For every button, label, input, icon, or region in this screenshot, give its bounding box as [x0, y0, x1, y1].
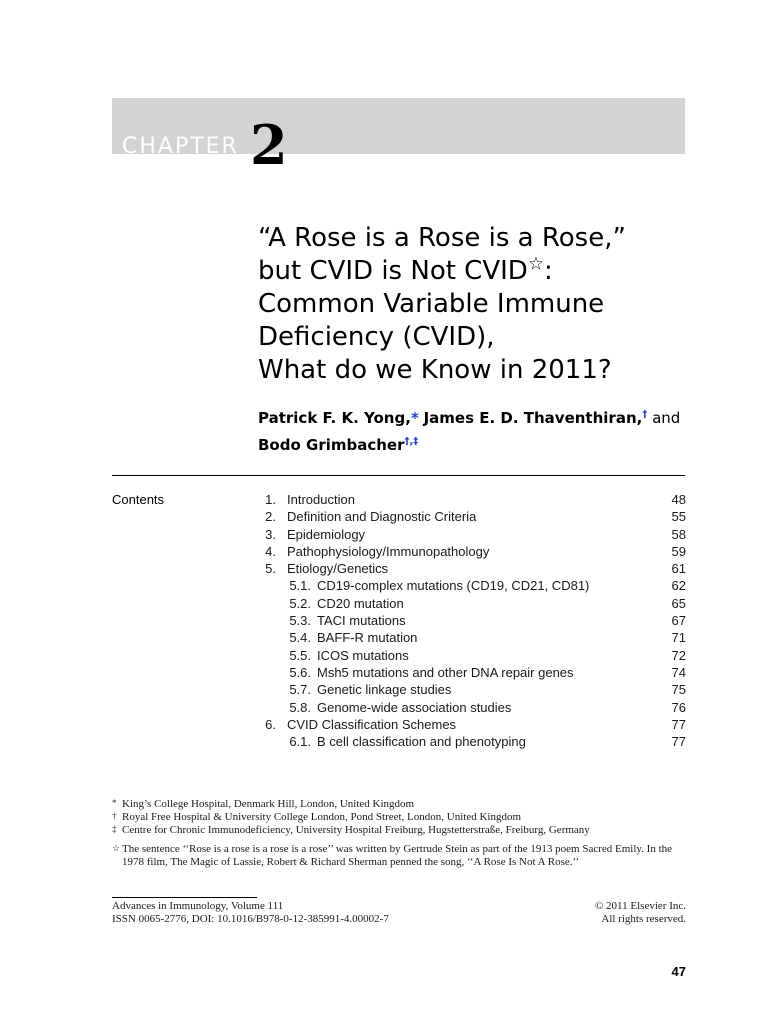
- footnote-symbol: †: [112, 811, 117, 821]
- toc-entry[interactable]: [258, 508, 686, 525]
- toc-entry-number: 5.2.: [289, 595, 311, 611]
- toc-entry-number: 2.: [265, 509, 276, 525]
- title-line-2-text: but CVID is Not CVID: [258, 256, 528, 286]
- toc-entry-number: 5.6.: [289, 664, 311, 680]
- toc-entry[interactable]: [258, 647, 686, 664]
- rights-statement: All rights reserved.: [601, 913, 686, 925]
- title-line-4: Deficiency (CVID),: [258, 322, 495, 352]
- footnote-text: The sentence ‘‘Rose is a rose is a rose is a rose’’ was written by Gertrude Stein as part of the 1913 poem Sacred Emily. In the 1978 film, The Magic of Lassie, Robert & Richard Sherman penned the song, ‘‘A Rose Is Not A Rose.’’: [122, 843, 673, 868]
- footnote: [112, 824, 687, 837]
- title-line-2: [258, 255, 698, 288]
- table-of-contents: [258, 491, 686, 750]
- toc-entry-number: 5.7.: [289, 682, 311, 698]
- footnote-divider: [112, 897, 257, 898]
- toc-entry-number: 5.1.: [289, 578, 311, 594]
- toc-entry-page: 75: [671, 682, 686, 698]
- toc-entry-title: Etiology/Genetics: [287, 561, 389, 577]
- toc-entry-number: 6.1.: [289, 734, 311, 750]
- toc-entry-title: Definition and Diagnostic Criteria: [287, 509, 477, 525]
- toc-entry-page: 62: [671, 578, 686, 594]
- toc-entry[interactable]: [258, 543, 686, 560]
- toc-entry-title: Msh5 mutations and other DNA repair genes: [317, 664, 574, 680]
- chapter-number: 2: [250, 113, 288, 177]
- toc-entry[interactable]: [258, 577, 686, 594]
- title-line-1: “A Rose is a Rose is a Rose,”: [258, 223, 626, 253]
- author-list: [258, 403, 688, 457]
- footnote-symbol: *: [112, 798, 117, 808]
- toc-entry-number: 5.4.: [289, 630, 311, 646]
- toc-entry[interactable]: [258, 526, 686, 543]
- publication-info: [112, 900, 686, 926]
- journal-volume: Advances in Immunology, Volume 111: [112, 900, 284, 912]
- author-2-affiliation-mark[interactable]: †: [642, 409, 648, 420]
- toc-entry-number: 5.: [265, 561, 276, 577]
- toc-entry-number: 5.3.: [289, 613, 311, 629]
- author-conjunction: and: [652, 409, 681, 427]
- toc-entry-page: 59: [671, 543, 686, 559]
- toc-entry[interactable]: [258, 681, 686, 698]
- toc-entry-number: 4.: [265, 543, 276, 559]
- toc-entry-number: 3.: [265, 526, 276, 542]
- toc-entry-title: Epidemiology: [287, 526, 366, 542]
- footnote-text: Centre for Chronic Immunodeficiency, University Hospital Freiburg, Hugstetterstraße, Freiburg, Germany: [122, 824, 590, 836]
- toc-entry-page: 77: [671, 734, 686, 750]
- toc-entry[interactable]: [258, 612, 686, 629]
- toc-entry-page: 71: [671, 630, 686, 646]
- toc-entry-title: ICOS mutations: [317, 647, 409, 663]
- toc-entry-page: 77: [671, 716, 686, 732]
- toc-entry-page: 48: [671, 492, 686, 507]
- toc-entry-title: B cell classification and phenotyping: [317, 734, 526, 750]
- footnote-symbol: ☆: [112, 843, 121, 853]
- footnote-symbol: ‡: [112, 824, 117, 834]
- toc-entry-page: 65: [671, 595, 686, 611]
- author-3-affiliation-mark[interactable]: †,‡: [404, 436, 419, 447]
- toc-entry-number: 5.8.: [289, 699, 311, 715]
- toc-entry-page: 58: [671, 526, 686, 542]
- toc-entry-number: 5.5.: [289, 647, 311, 663]
- author-3: Bodo Grimbacher: [258, 436, 405, 454]
- contents-heading: Contents: [112, 492, 165, 507]
- chapter-label: CHAPTER: [122, 134, 239, 159]
- toc-entry-number: 1.: [265, 492, 276, 507]
- toc-entry-title: CD19-complex mutations (CD19, CD21, CD81): [317, 578, 590, 594]
- toc-entry-title: Genetic linkage studies: [317, 682, 452, 698]
- toc-entry-title: Genome-wide association studies: [317, 699, 512, 715]
- toc-entry[interactable]: [258, 664, 686, 681]
- footnote: [112, 811, 687, 824]
- footnote: [112, 843, 687, 869]
- title-colon: :: [543, 256, 553, 286]
- title-line-3: Common Variable Immune: [258, 289, 605, 319]
- contents-divider: [112, 475, 685, 476]
- toc-entry[interactable]: [258, 733, 686, 750]
- copyright-block: [595, 900, 686, 926]
- toc-entry[interactable]: [258, 629, 686, 646]
- footnote: [112, 798, 687, 811]
- copyright: © 2011 Elsevier Inc.: [594, 900, 686, 912]
- toc-entry-page: 55: [671, 509, 686, 525]
- title-line-5: What do we Know in 2011?: [258, 355, 612, 385]
- toc-entry-title: CVID Classification Schemes: [287, 716, 457, 732]
- toc-entry-page: 61: [671, 561, 686, 577]
- toc-entry-page: 67: [671, 613, 686, 629]
- issn-doi[interactable]: ISSN 0065-2776, DOI: 10.1016/B978-0-12-385991-4.00002-7: [112, 913, 389, 925]
- toc-entry-page: 74: [671, 664, 686, 680]
- author-1-affiliation-mark[interactable]: *: [410, 409, 419, 427]
- chapter-title: [258, 222, 698, 387]
- toc-entry-title: CD20 mutation: [317, 595, 404, 611]
- toc-entry[interactable]: [258, 716, 686, 733]
- toc-entry[interactable]: [258, 595, 686, 612]
- star-footnote-marker: ☆: [527, 253, 544, 275]
- author-1: Patrick F. K. Yong,: [258, 409, 411, 427]
- toc-entry-title: TACI mutations: [317, 613, 406, 629]
- toc-entry[interactable]: [258, 699, 686, 716]
- author-2: James E. D. Thaventhiran,: [423, 409, 643, 427]
- toc-entry-page: 76: [671, 699, 686, 715]
- toc-entry-number: 6.: [265, 716, 276, 732]
- toc-entry[interactable]: [258, 560, 686, 577]
- page-number: 47: [671, 964, 686, 979]
- footnotes: [112, 798, 687, 869]
- toc-entry-title: Pathophysiology/Immunopathology: [287, 543, 490, 559]
- toc-entry-page: 72: [671, 647, 686, 663]
- toc-entry-title: BAFF-R mutation: [317, 630, 418, 646]
- footnote-text: King’s College Hospital, Denmark Hill, London, United Kingdom: [122, 798, 415, 810]
- toc-entry[interactable]: [258, 491, 686, 508]
- toc-entry-title: Introduction: [287, 492, 355, 507]
- footnote-text: Royal Free Hospital & University College London, Pond Street, London, United Kingdom: [122, 811, 522, 823]
